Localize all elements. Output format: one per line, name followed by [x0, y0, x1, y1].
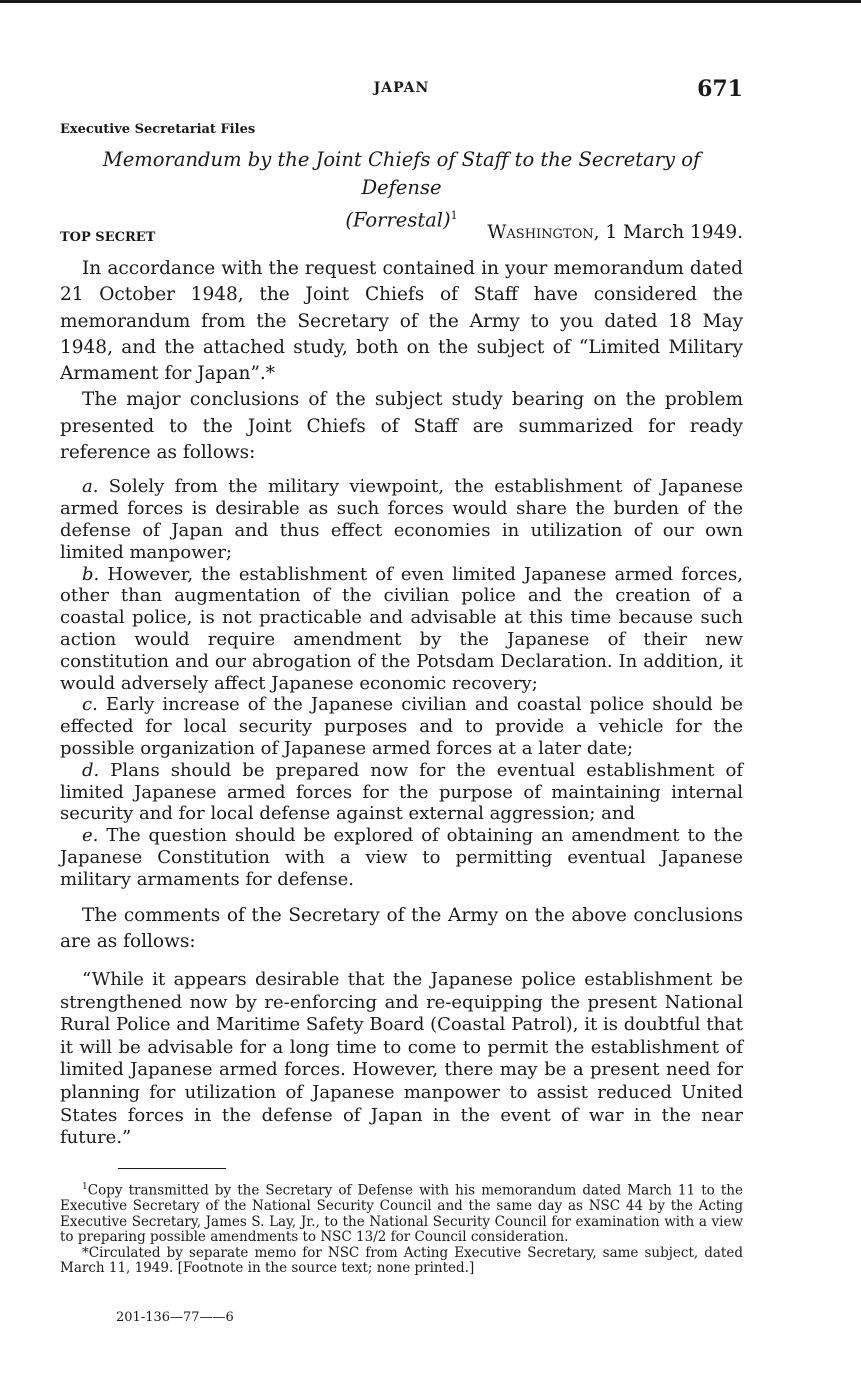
footnote-text: *Circulated by separate memo for NSC from Acting Executive Secretary, same subject, dated March 11, 1949. [Footnote in the source text; none printed.] [60, 1244, 743, 1277]
list-item-label: a. [82, 476, 99, 498]
running-head [60, 76, 743, 104]
list-item-text: The question should be explored of obtaining an amendment to the Japanese Constitution with a view to permitting eventual Japanese military armaments for defense. [60, 825, 743, 890]
list-item-text: Plans should be prepared now for the eventual establishment of limited Japanese armed forces for the purpose of maintaining internal security and for local defense against external aggression; and [60, 759, 743, 825]
paragraph: The major conclusions of the subject study bearing on the problem presented to the Joint Chiefs of Staff are summarized for ready reference as follows: [60, 389, 743, 464]
list-item-text: Early increase of the Japanese civilian and coastal police should be effected for local security purposes and to provide a vehicle for the possible organization of Japanese armed forces at a later date; [60, 694, 743, 759]
list-item [60, 476, 743, 563]
dateline [60, 222, 743, 248]
heading-line-1: Memorandum by the Joint Chiefs of Staff to the Secretary of Defense [102, 148, 701, 199]
print-code: 201-136—77——6 [116, 1310, 234, 1325]
quote-text: “While it appears desirable that the Japanese police establishment be strengthened now by re-enforcing and re-equipping the present National Rural Police and Maritime Safety Board (Coastal Patrol), it is doubtful that it will be advisable for a long time to come to permit the establishment of limited Japanese armed forces. However, there may be a present need for planning for utilization of Japanese manpower to assist reduced United States forces in the defense of Japan in the event of war in the near future.” [60, 969, 743, 1149]
memo-body [60, 256, 743, 1150]
list-item [60, 694, 743, 759]
list-item-text: Solely from the military viewpoint, the establishment of Japanese armed forces is desirable as such forces would share the burden of the defense of Japan and thus effect economies in utilization of our own limited manpower; [60, 476, 743, 563]
running-head-title: JAPAN [373, 80, 430, 96]
source-note: Executive Secretariat Files [60, 122, 256, 137]
heading-footnote-ref: 1 [450, 209, 458, 222]
footnote-text: Copy transmitted by the Secretary of Defense with his memorandum dated March 11 to the Executive Secretary of the National Security Council and the same day as NSC 44 by the Acting Executive Secretary, James S. Lay, Jr., to the National Security Council for examination with a view to preparing possible amendments to NSC 13/2 for Council consideration. [60, 1182, 743, 1246]
heading-recipient: (Forrestal) [345, 208, 451, 232]
place: Washington, [487, 222, 600, 243]
spacer [60, 891, 743, 903]
list-item-label: e. [82, 825, 99, 847]
date: 1 March 1949. [605, 222, 743, 243]
paragraph: In accordance with the request contained in your memorandum dated 21 October 1948, the Joint Chiefs of Staff have considered the memorandum from the Secretary of the Army to you dated 18 May 1948, and the attached study, both on the subject of “Limited Military Armament for Japan”.* [60, 258, 743, 385]
footnotes [60, 1180, 743, 1277]
place-date [487, 222, 743, 243]
list-item-text: However, the establishment of even limited Japanese armed forces, other than augmentation of the civilian police and the creation of a coastal police, is not practicable and advisable at this time because such action would require amendment by the Japanese of their new constitution and our abrogation of the Potsdam Declaration. In addition, it would adversely affect Japanese economic recovery; [60, 563, 743, 694]
list-item-label: c. [82, 694, 98, 716]
block-quote [60, 969, 743, 1150]
comments-intro: The comments of the Secretary of the Army on the above conclusions are as follows: [60, 904, 743, 952]
page-number: 671 [697, 76, 743, 102]
list-item [60, 825, 743, 890]
list-item-label: d. [82, 759, 100, 781]
list-item-label: b. [82, 563, 100, 585]
conclusions-list [60, 476, 743, 890]
page-top-border [0, 0, 861, 3]
footnote-marker: 1 [82, 1182, 88, 1192]
list-item [60, 760, 743, 825]
list-item [60, 564, 743, 695]
footnote [60, 1246, 743, 1277]
footnote [60, 1180, 743, 1246]
classification: TOP SECRET [60, 230, 156, 245]
footnote-rule [118, 1168, 226, 1169]
